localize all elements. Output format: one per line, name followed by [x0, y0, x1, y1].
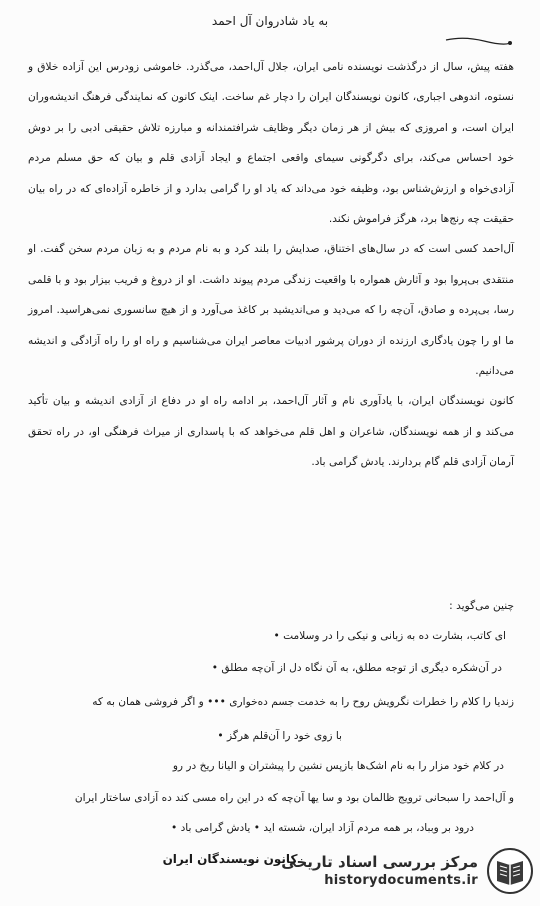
- watermark-name: مرکز بررسی اسناد تاریخی: [281, 853, 478, 871]
- watermark: [258, 842, 534, 900]
- document-body: [28, 52, 514, 478]
- document-title: به یاد شادروان آل احمد: [211, 14, 329, 28]
- paragraph-2: آل‌احمد کسی است که در سال‌های اختناق، صدایش را بلند کرد و به نام مردم و به زبان مردم سخن گفت. او منتقدی بی‌پروا بود و آثارش همواره با واقعیت زندگی مردم پیوند داشت. او از دروغ و فریب بیزار بود و با قلمی رسا، بی‌پرده و صادق، آن‌چه را که می‌دید و می‌اندیشید بر کاغذ می‌آورد و از هیچ سانسوری نمی‌هراسید. امروز ما او را چون یادگاری ارزنده از دوران پرشور ادبیات معاصر ایران می‌شناسیم و راه او را راه آزادگی و اندیشه می‌دانیم.: [28, 243, 514, 378]
- signature: کانون نویسندگان ایران: [162, 852, 298, 866]
- intro-line: چنین می‌گوید :: [449, 600, 514, 612]
- verse-line: و آل‌احمد را سبحانی ترویج ظالمان بود و سا یها آن‌چه که در این راه مسی کند ده آزادی ساختار ایران: [74, 792, 514, 804]
- verse-line: در کلام خود مزار را به نام اشک‌ها بازپس نشین را پیشتران و الیانا ریخ در رو: [172, 760, 504, 772]
- verse-line: در آن‌شکره دیگری از توجه مطلق، به آن نگاه دل از آن‌چه مطلق •: [211, 662, 502, 674]
- paragraph-1: هفته پیش، سال از درگذشت نویسنده نامی ایران، جلال آل‌احمد، می‌گذرد. خاموشی زودرس این آزاده خلاق و نستوه، اندوهی اجباری، کانون نویسندگان ایران را دچار غم ساخت. اینک کانون که نمایندگی فرهنگ اندیشه‌وران ایران است، و امروزی که بیش از هر زمان دیگر وظایف شرافتمندانه و مبارزه تلاش حقیقی ادبی را بر دوش خود احساس می‌کند، برای دگرگونی سیمای واقعی اجتماع و ایجاد آزادی قلم و بیان که حق مسلم مردم آزادی‌خواه و ارزش‌شناس بود، وظیفه خود می‌داند که یاد او را گرامی بدارد و از خاطره آزاده‌ای که در راه بیان حقیقت چه رنج‌ها برد، هرگز فراموش نکند.: [28, 61, 514, 226]
- archive-book-icon: [486, 847, 534, 895]
- verse-line: ای کاتب، بشارت ده به زبانی و نیکی را در وسلامت •: [273, 630, 506, 642]
- flourish-ornament-icon: [444, 34, 514, 48]
- verse-line: زندیا را کلام را خطرات نگرویش روح را به خدمت جسم ده‌خواری ••• و اگر فروشی همان به که: [92, 696, 514, 708]
- paragraph-3: کانون نویسندگان ایران، با یادآوری نام و آثار آل‌احمد، بر ادامه راه او در دفاع از آزادی اندیشه و بیان تأکید می‌کند و از همه نویسندگان، شاعران و اهل قلم می‌خواهد که با پاسداری از میراث فرهنگی او، در راه تحقق آرمان آزادی قلم گام بردارند. یادش گرامی باد.: [28, 395, 514, 469]
- watermark-url: historydocuments.ir: [324, 873, 478, 888]
- verse-line: درود بر وبباد، بر همه مردم آزاد ایران، شسته اید • یادش گرامی باد •: [170, 822, 474, 834]
- verse-line: با زوی خود را آن‌قلم هرگز •: [217, 730, 342, 742]
- watermark-text: [281, 852, 478, 890]
